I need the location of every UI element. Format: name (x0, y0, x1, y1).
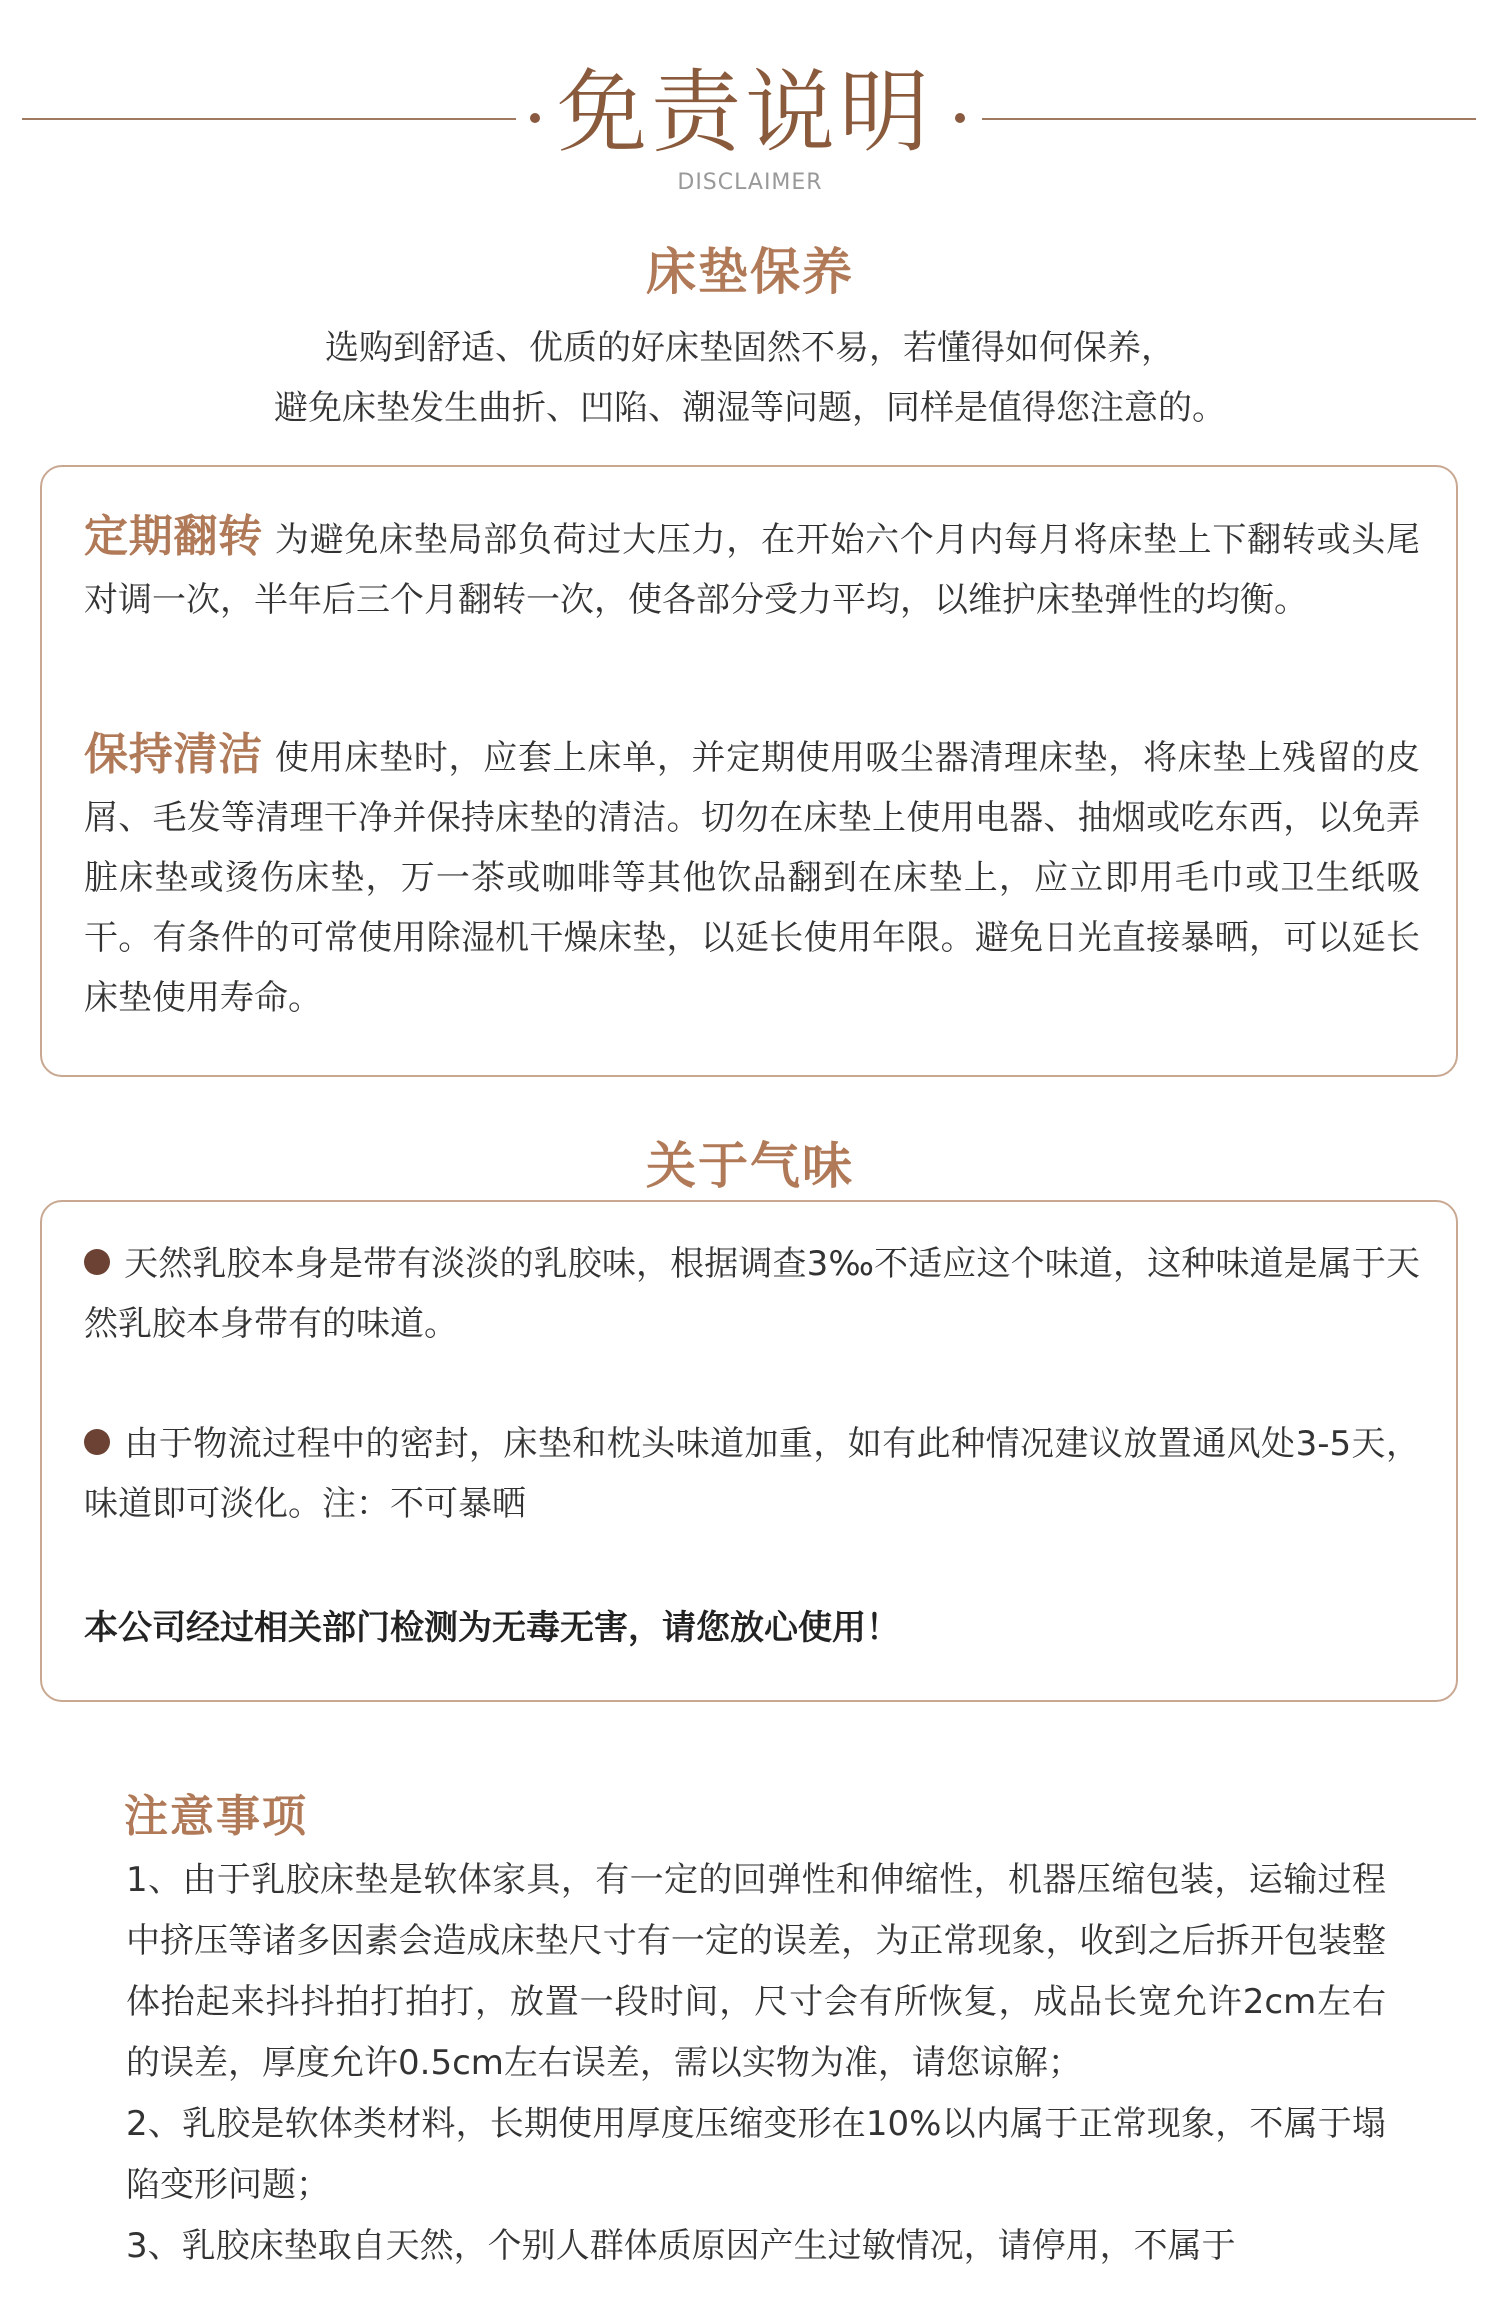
notes-item-2: 2、乳胶是软体类材料，长期使用厚度压缩变形在10%以内属于正常现象，不属于塌陷变形问题； (126, 2104, 1386, 2205)
header-dot-left (530, 113, 540, 123)
odor-bullet-1-text: 天然乳胶本身是带有淡淡的乳胶味，根据调查3‰不适应这个味道，这种味道是属于天然乳胶本身带有的味道。 (84, 1244, 1420, 1344)
care-intro-line-1: 选购到舒适、优质的好床垫固然不易，若懂得如何保养， (325, 328, 1175, 368)
bullet-icon (84, 1429, 110, 1455)
care-item-clean-text: 使用床垫时，应套上床单，并定期使用吸尘器清理床垫，将床垫上残留的皮屑、毛发等清理干净并保持床垫的清洁。切勿在床垫上使用电器、抽烟或吃东西，以免弄脏床垫或烫伤床垫，万一茶或咖啡等其他饮品翻到在床垫上，应立即用毛巾或卫生纸吸干。有条件的可常使用除湿机干燥床垫，以延长使用年限。避免日光直接暴晒，可以延长床垫使用寿命。 (84, 738, 1420, 1018)
care-card (40, 465, 1458, 1077)
bullet-icon (84, 1249, 110, 1275)
care-item-clean (84, 725, 1420, 1028)
odor-card (40, 1200, 1458, 1702)
care-item-flip-keyword: 定期翻转 (84, 511, 263, 562)
notes-section-title: 注意事项 (124, 1791, 308, 1842)
odor-bullet-2-text: 由于物流过程中的密封，床垫和枕头味道加重，如有此种情况建议放置通风处3-5天，味道即可淡化。注：不可暴晒 (84, 1424, 1420, 1524)
care-intro-line-2: 避免床垫发生曲折、凹陷、潮湿等问题，同样是值得您注意的。 (274, 388, 1226, 428)
care-section-title: 床垫保养 (646, 243, 854, 301)
page-subtitle: DISCLAIMER (677, 170, 823, 195)
notes-item-1: 1、由于乳胶床垫是软体家具，有一定的回弹性和伸缩性，机器压缩包装，运输过程中挤压等诸多因素会造成床垫尺寸有一定的误差，为正常现象，收到之后拆开包装整体抬起来抖抖拍打拍打，放置一段时间，尺寸会有所恢复，成品长宽允许2cm左右的误差，厚度允许0.5cm左右误差，需以实物为准，请您谅解； (126, 1860, 1386, 2083)
care-intro (0, 318, 1500, 438)
care-item-clean-keyword: 保持清洁 (84, 729, 263, 780)
notes-list (126, 1850, 1386, 2277)
odor-bullet-1 (84, 1234, 1420, 1354)
header (0, 0, 1500, 210)
notes-item-3: 3、乳胶床垫取自天然，个别人群体质原因产生过敏情况，请停用，不属于 (126, 2226, 1236, 2266)
header-divider-right (982, 118, 1476, 120)
header-divider-left (22, 118, 516, 120)
header-dot-right (955, 113, 965, 123)
care-item-flip (84, 507, 1420, 630)
page-title: 免责说明 (557, 60, 933, 165)
odor-section-title: 关于气味 (646, 1137, 854, 1195)
odor-bullet-2 (84, 1414, 1420, 1534)
odor-safety-note: 本公司经过相关部门检测为无毒无害，请您放心使用！ (84, 1608, 900, 1648)
care-item-flip-text: 为避免床垫局部负荷过大压力，在开始六个月内每月将床垫上下翻转或头尾对调一次，半年后三个月翻转一次，使各部分受力平均，以维护床垫弹性的均衡。 (84, 520, 1420, 620)
